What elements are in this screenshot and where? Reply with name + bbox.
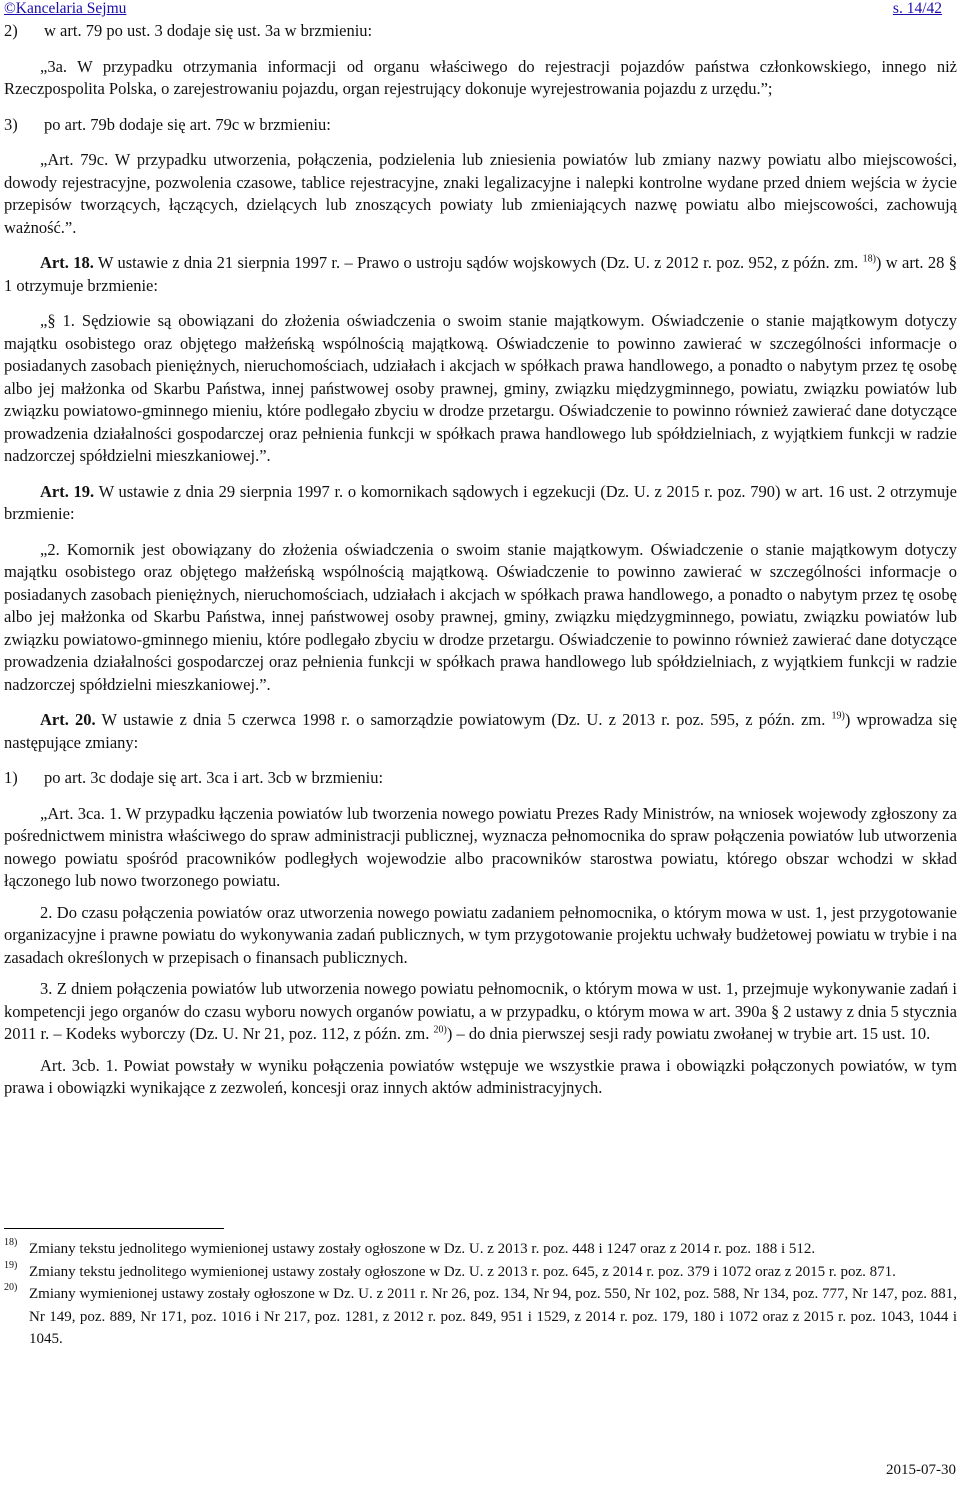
footnote [4, 1238, 957, 1261]
document-body [4, 20, 957, 1100]
footnote-number: 18) [4, 1237, 18, 1248]
footnote-ref: 19) [831, 710, 845, 722]
article-text: W ustawie z dnia 29 sierpnia 1997 r. o komornikach sądowych i egzekucji (Dz. U. z 2015 r. poz. 790) w art. 16 ust. 2 otrzymuje brzmienie: [4, 481, 958, 523]
article-label: Art. 18. [40, 253, 94, 272]
footer-date: 2015-07-30 [886, 1462, 956, 1478]
list-item-2 [4, 20, 957, 43]
footnote-text: Zmiany tekstu jednolitego wymienionej ustawy zostały ogłoszone w Dz. U. z 2013 r. poz. 448 i 1247 oraz z 2014 r. poz. 188 i 512. [29, 1241, 816, 1257]
article-19 [4, 481, 957, 526]
paragraph-text: ) – do dnia pierwszej sesji rady powiatu zwołanej w trybie art. 15 ust. 10. [446, 1024, 931, 1043]
quote-art-3ca-ust-3 [4, 978, 957, 1046]
item-text: po art. 3c dodaje się art. 3ca i art. 3cb w brzmieniu: [44, 768, 384, 787]
quote-art-3cb: Art. 3cb. 1. Powiat powstały w wyniku połączenia powiatów wstępuje we wszystkie prawa i obowiązki połączonych powiatów, w tym prawa i obowiązki wynikające z zezwoleń, koncesji oraz innych aktów administracyjnych. [4, 1055, 957, 1097]
article-text: W ustawie z dnia 5 czerwca 1998 r. o samorządzie powiatowym (Dz. U. z 2013 r. poz. 595, z późn. zm. [101, 710, 826, 729]
article-text: W ustawie z dnia 21 sierpnia 1997 r. – Prawo o ustroju sądów wojskowych (Dz. U. z 2012 r. poz. 952, z późn. zm. [97, 253, 859, 272]
quote-art-79c: „Art. 79c. W przypadku utworzenia, połączenia, podzielenia lub zniesienia powiatów lub zmiany nazwy powiatu albo miejscowości, dowody rejestracyjne, pozwolenia czasowe, tablice rejestracyjne, znaki legalizacyjne i nalepki kontrolne wydane przed dniem wejścia w życie przepisów tworzących, łączących, dzielących lub znoszących powiaty lub zmieniających nazwę powiatu albo miejscowości, zachowują ważność.”. [4, 150, 957, 237]
footnotes [4, 1238, 957, 1351]
quote-paragraph-1: „§ 1. Sędziowie są obowiązani do złożenia oświadczenia o swoim stanie majątkowym. Oświadczenie o stanie majątkowym dotyczy majątku osobistego oraz objętego małżeńską wspólnością majątkową. Oświadczenie to powinno zawierać w szczególności informacje o posiadanych zasobach pieniężnych, nieruchomościach, udziałach i akcjach w spółkach prawa handlowego, a ponadto o nabytym przez tę osobę albo jej małżonka od Skarbu Państwa, innej państwowej osoby prawnej, gminy, związku międzygminnego, powiatu, związku powiatów lub związku powiatowo-gminnego mieniu, które podlegało zbyciu w drodze przetargu. Oświadczenie to powinno również zawierać dane dotyczące prowadzenia działalności gospodarczej oraz pełnienia funkcji w spółkach prawa handlowego lub spółdzielniach, z wyjątkiem funkcji w radzie nadzorczej spółdzielni mieszkaniowej.”. [4, 311, 957, 465]
quote-art-79-ust-3a: „3a. W przypadku otrzymania informacji od organu właściwego do rejestracji pojazdów państwa członkowskiego, innego niż Rzeczpospolita Polska, o zarejestrowaniu pojazdu, organ rejestrujący dokonuje wyrejestrowania pojazdu z urzędu.”; [4, 56, 957, 98]
page-header [4, 0, 942, 20]
article-label: Art. 20. [40, 710, 96, 729]
item-text: po art. 79b dodaje się art. 79c w brzmieniu: [44, 114, 331, 134]
article-20 [4, 709, 957, 754]
article-18 [4, 252, 957, 297]
footnote [4, 1283, 957, 1351]
article-text: ) w art. 28 § 1 otrzymuje brzmienie: [4, 253, 957, 295]
article-text: ) wprowadza się następujące zmiany: [4, 710, 958, 752]
footnote-number: 19) [4, 1259, 18, 1271]
page-number-link[interactable]: s. 14/42 [892, 0, 942, 17]
footnote [4, 1261, 957, 1284]
footnote-number: 20) [4, 1282, 18, 1293]
item-number: 1) [4, 768, 18, 787]
quote-ust-2: „2. Komornik jest obowiązany do złożenia oświadczenia o swoim stanie majątkowym. Oświadczenie o stanie majątkowym dotyczy majątku osobistego oraz objętego małżeńską wspólnością majątkową. Oświadczenie to powinno zawierać w szczególności informacje o posiadanych zasobach pieniężnych, nieruchomościach, udziałach i akcjach w spółkach prawa handlowego, a ponadto o nabytym przez tę osobę albo jej małżonka od Skarbu Państwa, innej państwowej osoby prawnej, gminy, związku międzygminnego, powiatu, związku powiatów lub związku powiatowo-gminnego mieniu, które podlegało zbyciu w drodze przetargu. Oświadczenie to powinno również zawierać dane dotyczące prowadzenia działalności gospodarczej oraz pełnienia funkcji w spółkach prawa handlowego lub spółdzielniach, z wyjątkiem funkcji w radzie nadzorczej spółdzielni mieszkaniowej.”. [4, 539, 957, 694]
item-number: 2) [4, 21, 18, 40]
footnote-text: Zmiany tekstu jednolitego wymienionej ustawy zostały ogłoszone w Dz. U. z 2013 r. poz. 645, z 2014 r. poz. 379 i 1072 oraz z 2015 r. poz. 871. [29, 1263, 896, 1280]
list-item-3 [4, 114, 957, 137]
item-text: w art. 79 po ust. 3 dodaje się ust. 3a w brzmieniu: [44, 21, 373, 40]
footnote-text: Zmiany wymienionej ustawy zostały ogłoszone w Dz. U. z 2011 r. Nr 26, poz. 134, Nr 94, poz. 550, Nr 102, poz. 588, Nr 134, poz. 777, Nr 147, poz. 881, Nr 149, poz. 889, Nr 171, poz. 1016 i Nr 217, poz. 1281, z 2012 r. poz. 849, 951 i 1529, z 2014 r. poz. 179, 180 i 1072 oraz z 2015 r. poz. 1043, 1044 i 1045. [29, 1286, 957, 1347]
quote-art-3ca-ust-2: 2. Do czasu połączenia powiatów oraz utworzenia nowego powiatu zadaniem pełnomocnika, o którym mowa w ust. 1, jest przygotowanie organizacyjne i prawne powiatu do wykonywania zadań publicznych, w tym przygotowanie projektu uchwały budżetowej powiatu w trybie i na zasadach określonych w przepisach o finansach publicznych. [4, 902, 957, 967]
article-label: Art. 19. [40, 481, 95, 501]
list-item-1 [4, 767, 957, 790]
footnote-separator [4, 1228, 224, 1229]
footnote-ref: 18) [862, 253, 876, 265]
item-number: 3) [4, 114, 18, 134]
kancelaria-sejmu-link[interactable]: ©Kancelaria Sejmu [4, 0, 127, 17]
quote-art-3ca-ust-1: „Art. 3ca. 1. W przypadku łączenia powiatów lub tworzenia nowego powiatu Prezes Rady Ministrów, na wniosek wojewody zgłoszony za pośrednictwem ministra właściwego do spraw administracji publicznej, wyznacza pełnomocnika do spraw połączenia powiatów lub utworzenia nowego powiatu spośród pracowników podległych wojewodzie albo pracowników starostwa powiatu, którego obszar wchodzi w skład łączonego lub nowo tworzonego powiatu. [4, 803, 957, 890]
paragraph-text: 3. Z dniem połączenia powiatów lub utworzenia nowego powiatu pełnomocnik, o którym mowa w ust. 1, przejmuje wykonywanie zadań i kompetencji jego organów do czasu wyboru nowych organów powiatu, a w przypadku, o którym mowa w art. 390a § 2 ustawy z dnia 5 stycznia 2011 r. – Kodeks wyborczy (Dz. U. Nr 21, poz. 112, z późn. zm. [4, 979, 957, 1043]
footnote-ref: 20) [433, 1024, 447, 1036]
